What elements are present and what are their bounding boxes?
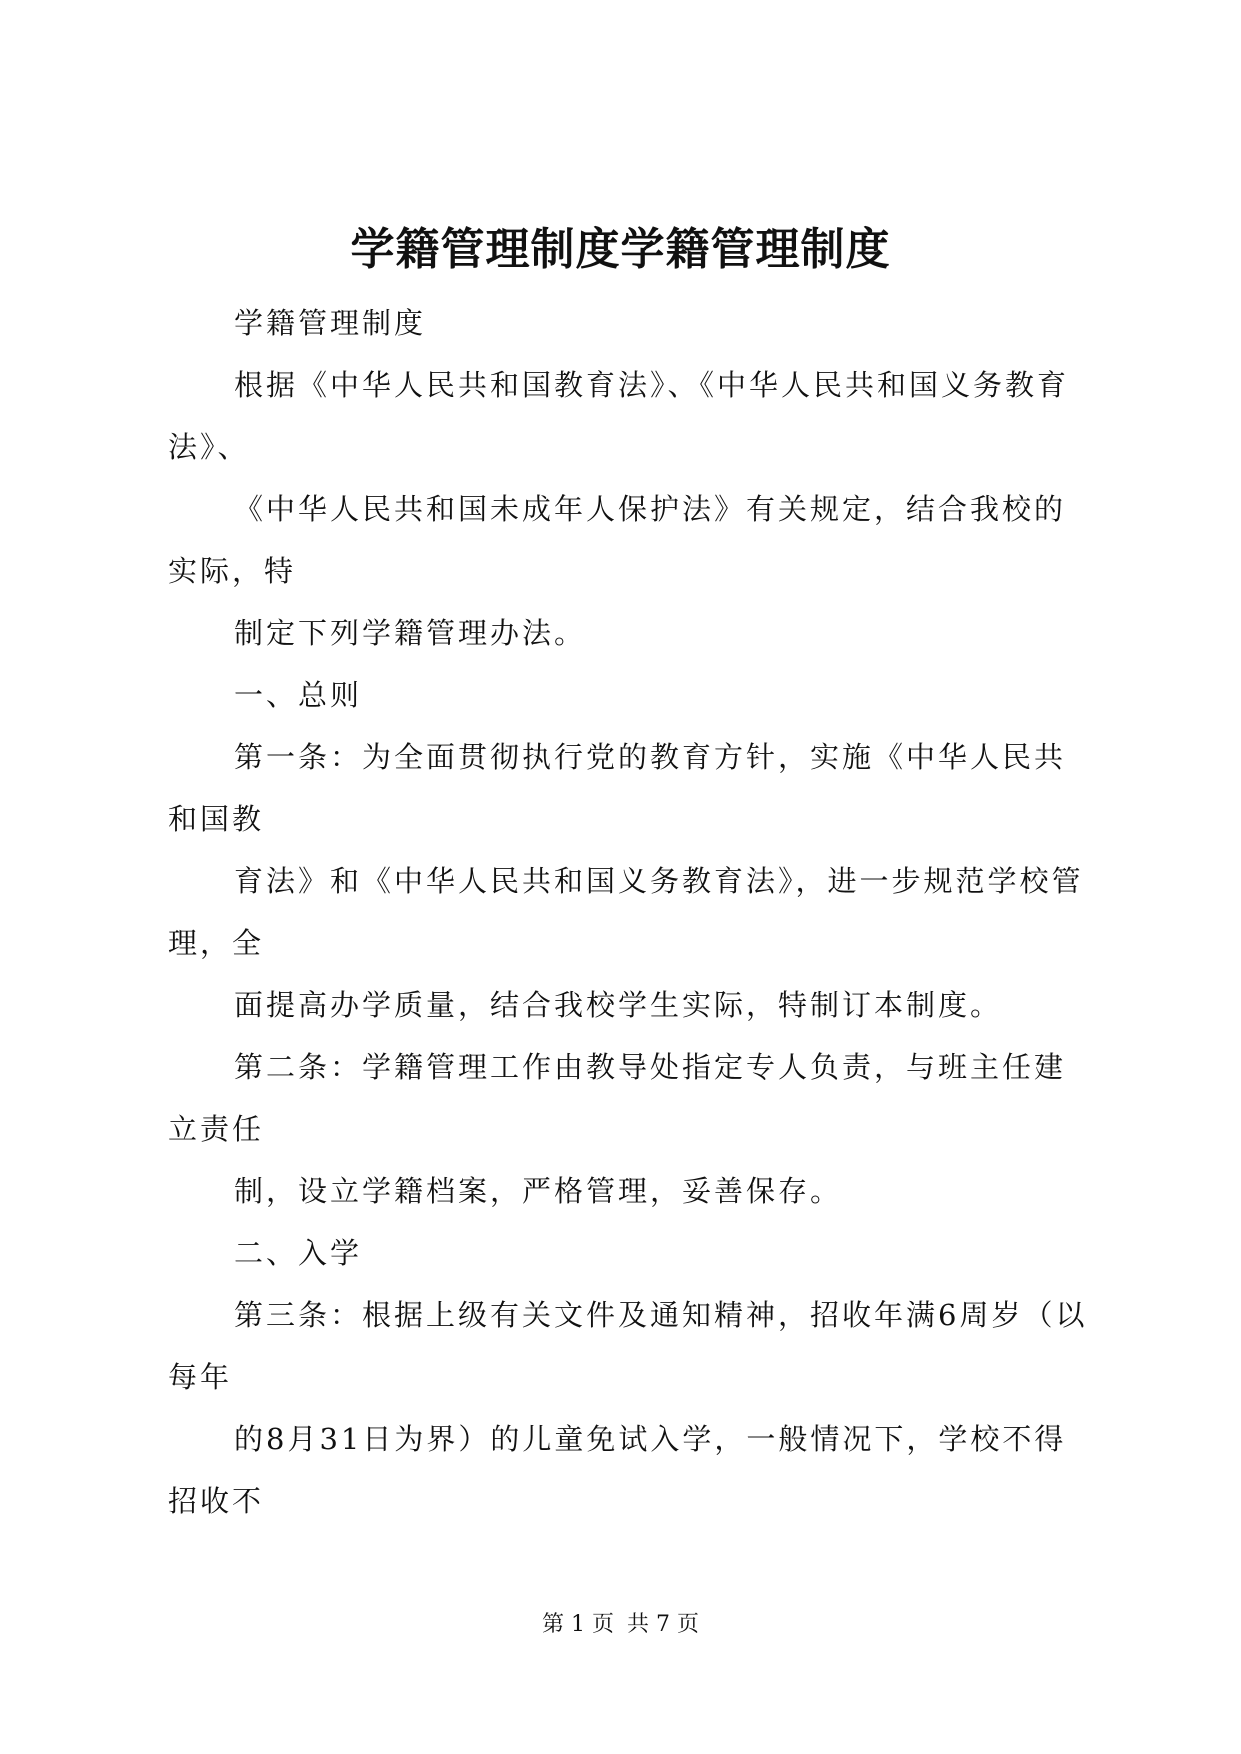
paragraph: 育法》和《中华人民共和国义务教育法》，进一步规范学校管理，全 (168, 864, 1084, 960)
paragraph: 第二条：学籍管理工作由教导处指定专人负责，与班主任建立责任 (168, 1050, 1067, 1146)
paragraph: 面提高办学质量，结合我校学生实际，特制订本制度。 (234, 988, 1003, 1022)
paragraph: 第三条：根据上级有关文件及通知精神，招收年满6周岁（以每年 (168, 1298, 1088, 1394)
page-total: 共 7 页 (627, 1612, 699, 1637)
page-footer (0, 1610, 1241, 1640)
paragraph: 根据《中华人民共和国教育法》、《中华人民共和国义务教育法》、 (168, 368, 1070, 464)
page-number: 第 1 页 (542, 1612, 614, 1637)
paragraph: 《中华人民共和国未成年人保护法》有关规定，结合我校的实际，特 (168, 492, 1067, 588)
paragraph: 学籍管理制度 (234, 306, 427, 340)
document-body (168, 292, 1088, 1532)
section-heading: 一、总则 (234, 678, 363, 712)
document-title: 学籍管理制度学籍管理制度 (350, 224, 891, 275)
paragraph: 制定下列学籍管理办法。 (234, 616, 587, 650)
paragraph: 的8月31日为界）的儿童免试入学，一般情况下，学校不得招收不 (168, 1422, 1067, 1518)
paragraph: 制，设立学籍档案，严格管理，妥善保存。 (234, 1174, 843, 1208)
section-heading: 二、入学 (234, 1236, 363, 1270)
paragraph: 第一条：为全面贯彻执行党的教育方针，实施《中华人民共和国教 (168, 740, 1067, 836)
